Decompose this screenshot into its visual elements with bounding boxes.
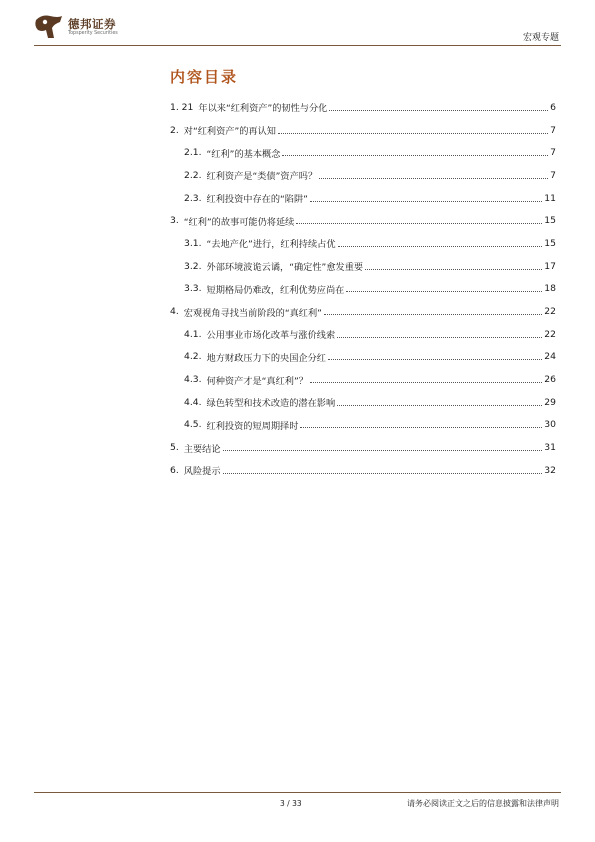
toc-entry-label: “红利”的基本概念 <box>206 148 281 160</box>
toc-entry-page: 22 <box>544 328 556 340</box>
toc-entry-label: 何种资产才是“真红利”？ <box>206 375 308 387</box>
logo-chinese-name: 德邦证券 <box>68 17 116 31</box>
dot-leader <box>346 291 542 292</box>
toc-entry[interactable] <box>170 459 556 482</box>
dot-leader <box>319 178 548 179</box>
toc-entry-page: 11 <box>544 192 556 204</box>
toc-entry-page: 6 <box>550 101 556 113</box>
toc-entry-label: 公用事业市场化改革与涨价线索 <box>206 330 336 342</box>
toc-entry[interactable] <box>170 414 556 437</box>
toc-entry[interactable] <box>170 96 556 119</box>
toc-entry-number: 4.3. <box>184 374 202 386</box>
toc-entry-number: 4.2. <box>184 351 202 363</box>
logo-english-name: Topsperity Securities <box>68 31 118 36</box>
toc-entry-number: 6. <box>170 464 179 476</box>
toc-entry-number: 3. <box>170 215 179 227</box>
toc-entry-page: 32 <box>544 464 556 476</box>
toc-entry-number: 3.3. <box>184 283 202 295</box>
toc-entry-label: 外部环境波诡云谲，“确定性”愈发重要 <box>206 262 364 274</box>
toc-entry-page: 7 <box>550 147 556 159</box>
dot-leader <box>338 246 543 247</box>
toc-entry-number: 4.4. <box>184 396 202 408</box>
toc-entry-label: 红利投资中存在的“陷阱” <box>206 194 308 206</box>
toc-entry[interactable] <box>170 119 556 142</box>
toc-entry-number: 2.3. <box>184 192 202 204</box>
toc-entry-number: 2.2. <box>184 169 202 181</box>
toc-entry[interactable] <box>170 278 556 301</box>
table-of-contents <box>170 96 556 482</box>
toc-entry-page: 15 <box>544 215 556 227</box>
footer-divider <box>34 792 561 793</box>
toc-entry-number: 2. <box>170 124 179 136</box>
toc-entry-label: 风险提示 <box>183 466 221 478</box>
toc-entry-page: 22 <box>544 306 556 318</box>
toc-entry[interactable] <box>170 346 556 369</box>
toc-entry-page: 18 <box>544 283 556 295</box>
toc-entry-page: 7 <box>550 124 556 136</box>
dot-leader <box>310 382 542 383</box>
toc-entry[interactable] <box>170 209 556 232</box>
toc-entry-page: 24 <box>544 351 556 363</box>
toc-entry-page: 17 <box>544 260 556 272</box>
toc-entry-number: 4.1. <box>184 328 202 340</box>
toc-entry-number: 3.1. <box>184 237 202 249</box>
dot-leader <box>296 223 542 224</box>
section-label: 宏观专题 <box>522 33 559 43</box>
toc-entry-label: 年以来“红利资产”的韧性与分化 <box>198 103 328 115</box>
toc-entry-number: 2.1. <box>184 147 202 159</box>
toc-entry[interactable] <box>170 255 556 278</box>
toc-entry-page: 30 <box>544 419 556 431</box>
toc-entry-number: 4.5. <box>184 419 202 431</box>
toc-entry-label: “红利”的故事可能仍将延续 <box>183 216 295 228</box>
dot-leader <box>324 314 542 315</box>
toc-entry-label: “去地产化”进行，红利持续占优 <box>206 239 336 251</box>
toc-entry-number: 5. <box>170 442 179 454</box>
toc-entry[interactable] <box>170 436 556 459</box>
dot-leader <box>310 201 542 202</box>
toc-entry-page: 15 <box>544 237 556 249</box>
dot-leader <box>223 450 543 451</box>
dot-leader <box>278 133 548 134</box>
toc-entry[interactable] <box>170 187 556 210</box>
dot-leader <box>223 473 543 474</box>
toc-entry-label: 宏观视角寻找当前阶段的“真红利” <box>183 307 322 319</box>
dot-leader <box>328 359 542 360</box>
toc-entry-label: 红利资产是“类债”资产吗？ <box>206 171 318 183</box>
dot-leader <box>337 405 542 406</box>
dot-leader <box>282 155 548 156</box>
toc-entry[interactable] <box>170 232 556 255</box>
logo-mark-icon <box>34 14 64 40</box>
toc-entry-page: 7 <box>550 169 556 181</box>
toc-entry[interactable] <box>170 141 556 164</box>
toc-entry[interactable] <box>170 368 556 391</box>
dot-leader <box>329 110 548 111</box>
toc-entry-number: 1. 21 <box>170 101 194 113</box>
toc-entry-number: 4. <box>170 306 179 318</box>
header-divider <box>34 45 561 46</box>
toc-entry-label: 地方财政压力下的央国企分红 <box>206 352 326 364</box>
toc-entry[interactable] <box>170 164 556 187</box>
toc-entry[interactable] <box>170 300 556 323</box>
toc-entry[interactable] <box>170 323 556 346</box>
toc-title: 内容目录 <box>170 68 239 86</box>
toc-entry-label: 红利投资的短周期择时 <box>206 420 299 432</box>
page-header <box>0 0 595 50</box>
toc-entry-label: 主要结论 <box>183 443 221 455</box>
dot-leader <box>337 337 542 338</box>
dot-leader <box>365 269 542 270</box>
toc-entry-label: 短期格局仍难改，红利优势应尚在 <box>206 284 345 296</box>
toc-entry[interactable] <box>170 391 556 414</box>
toc-entry-page: 29 <box>544 396 556 408</box>
page-number: 3 / 33 <box>280 799 302 808</box>
toc-entry-label: 绿色转型和技术改造的潜在影响 <box>206 398 336 410</box>
disclaimer-note: 请务必阅读正文之后的信息披露和法律声明 <box>407 799 559 808</box>
toc-entry-page: 26 <box>544 374 556 386</box>
toc-entry-label: 对“红利资产”的再认知 <box>183 126 276 138</box>
toc-entry-number: 3.2. <box>184 260 202 272</box>
dot-leader <box>300 427 542 428</box>
toc-entry-page: 31 <box>544 442 556 454</box>
company-logo <box>34 14 144 40</box>
